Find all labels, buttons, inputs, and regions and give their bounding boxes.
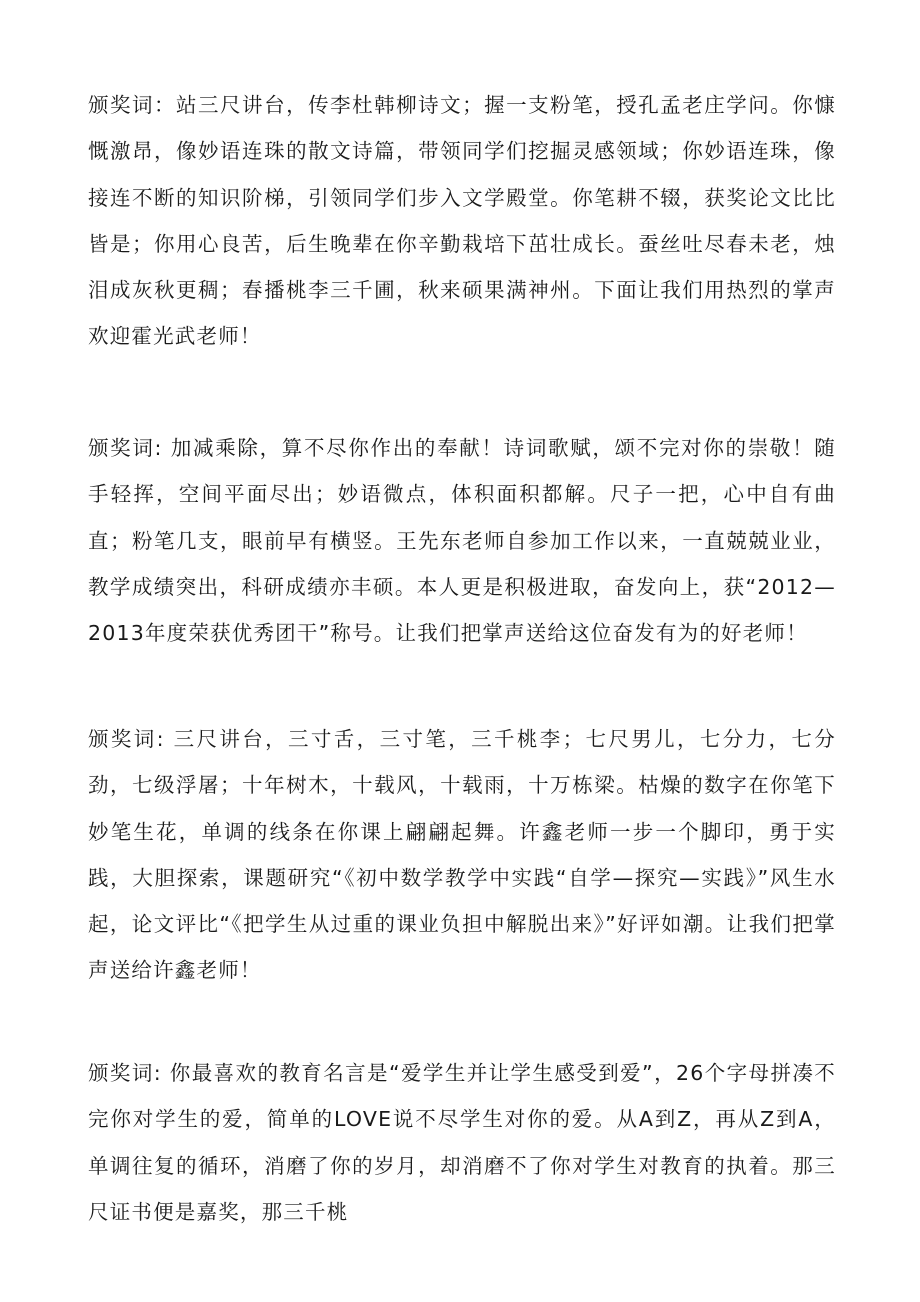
award-paragraph-love-teacher: 颁奖词: 你最喜欢的教育名言是“爱学生并让学生感受到爱”，26个字母拼凑不完你对学生的爱，简单的LOVE说不尽学生对你的爱。从A到Z，再从Z到A，单调往复的循环，消磨了你的岁月，却消磨不了你对学生对教育的执着。那三尺证书便是嘉奖，那三千桃: [88, 1061, 836, 1224]
award-paragraph-xu-xin: 颁奖词: 三尺讲台，三寸舌，三寸笔，三千桃李；七尺男儿，七分力，七分劲，七级浮屠；十年树木，十载风，十载雨，十万栋梁。枯燥的数字在你笔下妙笔生花，单调的线条在你课上翩翩起舞。许鑫老师一步一个脚印，勇于实践，大胆探索，课题研究“《初中数学教学中实践“自学—探究—实践》”风生水起，论文评比“《把学生从过重的课业负担中解脱出来》”好评如潮。让我们把掌声送给许鑫老师！: [88, 727, 836, 983]
award-paragraph-wang-xiandong: 颁奖词: 加减乘除，算不尽你作出的奉献！诗词歌赋，颂不完对你的崇敬！随手轻挥，空间平面尽出；妙语微点，体积面积都解。尺子一把，心中自有曲直；粉笔几支，眼前早有横竖。王先东老师自参加工作以来，一直兢兢业业，教学成绩突出，科研成绩亦丰硕。本人更是积极进取，奋发向上，获“2012—2013年度荣获优秀团干”称号。让我们把掌声送给这位奋发有为的好老师！: [88, 436, 836, 646]
award-paragraph-huo-guangwu: 颁奖词：站三尺讲台，传李杜韩柳诗文；握一支粉笔，授孔孟老庄学问。你慷慨激昂，像妙语连珠的散文诗篇，带领同学们挖掘灵感领域；你妙语连珠，像接连不断的知识阶梯，引领同学们步入文学殿堂。你笔耕不辍，获奖论文比比皆是；你用心良苦，后生晚辈在你辛勤栽培下茁壮成长。蚕丝吐尽春未老，烛泪成灰秋更稠；春播桃李三千圃，秋来硕果满神州。下面让我们用热烈的掌声欢迎霍光武老师！: [88, 93, 836, 349]
